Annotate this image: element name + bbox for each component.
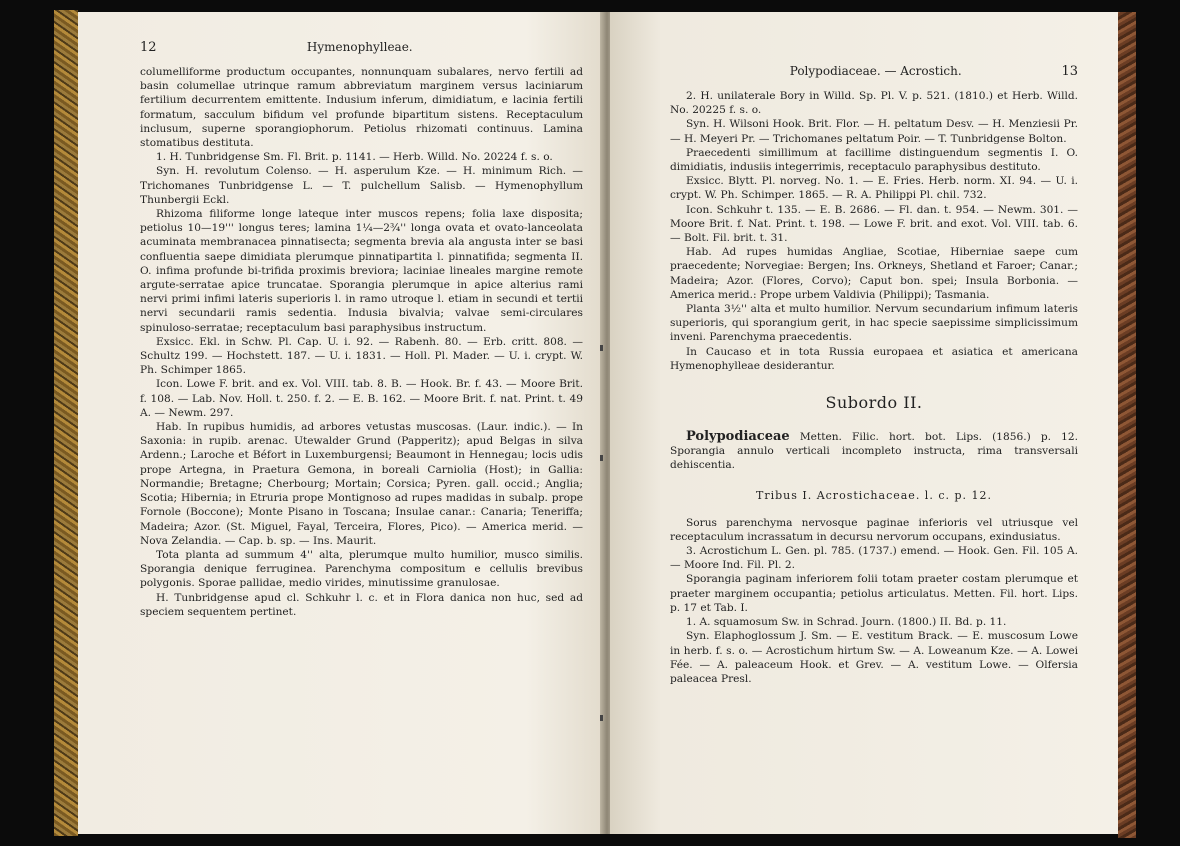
paragraph: Planta 3½'' alta et multo humilior. Nervum secundarium infimum lateris superioris, qui sporangium gerit, in hac specie saepissime simplicissimum inveni. Parenchyma praecedentis.	[670, 303, 1078, 344]
paragraph: Exsicc. Blytt. Pl. norveg. No. 1. — E. Fries. Herb. norm. XI. 94. — U. i. crypt. W. Ph. Schimper. 1865. — R. A. Philippi Pl. chil. 732.	[670, 175, 1078, 202]
species-heading: 1. A. squamosum Sw. in Schrad. Journ. (1800.) II. Bd. p. 11.	[686, 616, 1007, 629]
paragraph: Hab. Ad rupes humidas Angliae, Scotiae, Hiberniae saepe cum praecedente; Norvegiae: Bergen; Ins. Orkneys, Shetland et Faroer; Canar.; Madeira; Azor. (Flores, Corvo); Caput bon. spei; Insula Borbonia. — America merid.: Prope urbem Valdivia (Philippi); Tasmania.	[670, 246, 1078, 301]
book-cover-right	[1118, 12, 1136, 838]
paragraph: Rhizoma filiforme longe lateque inter muscos repens; folia laxe disposita; petiolus 10—19''' longus teres; lamina 1¼—2¾'' longa ovata et ovato-lanceolata acuminata membranacea pinnatisecta; segmenta brevia ala angusta inter se basi confluentia saepe dimidiata plerumque pinnatipartita l. pinnatifida; segmenta II. O. infima profunde bi-trifida proximis breviora; laciniae lineales margine remote argute-serratae apice truncatae. Sporangia plerumque in apice alterius rami nervi primi infimi lateris superioris l. in ramo utroque l. etiam in secundi et tertii nervi secundarii ramis sedentia. Indusia bivalvia; valvae semi-circulares spinuloso-serratae; receptaculum basi paraphysibus instructum.	[140, 208, 583, 334]
family-entry	[670, 430, 1078, 473]
left-page-text	[140, 65, 583, 619]
binding-pin	[600, 455, 603, 461]
paragraph: columelliforme productum occupantes, nonnunquam subalares, nervo fertili ad basin columellae utrinque ramum abbreviatum marginem versus laciniarum fertilium decurrentem emittente. Indusium inferum, dimidiatum, e lacinia fertili formatum, sacculum bifidum vel profunde bipartitum sistens. Receptaculum inclusum, superne sporangiophorum. Petiolus rhizomati continuus. Lamina stomatibus destituta.	[140, 66, 583, 150]
paragraph: Syn. H. Wilsoni Hook. Brit. Flor. — H. peltatum Desv. — H. Menziesii Pr. — H. Meyeri Pr. — Trichomanes peltatum Poir. — T. Tunbridgense Bolton.	[670, 118, 1078, 145]
paragraph: Hab. In rupibus humidis, ad arbores vetustas muscosas. (Laur. indic.). — In Saxonia: in rupib. arenac. Utewalder Grund (Papperitz); apud Belgas in silva Ardenn.; Laroche et Béfort in Luxemburgensi; Beaumont in Hennegau; locis udis prope Artegna, in Praetura Gemona, in boreali Carniolia (Host); in Gallia: Normandie; Bretagne; Cherbourg; Mortain; Corsica; Pyren. gall. occid.; Anglia; Scotia; Hibernia; in Etruria prope Montignoso ad rupes madidas in subalp. prope Fornole (Boccone); Monte Pisano in Toscana; Insulae canar.: Canaria; Teneriffa; Madeira; Azor. (St. Miguel, Fayal, Terceira, Flores, Pico). — America merid. — Nova Zelandia. — Cap. b. sp. — Ins. Maurit.	[140, 421, 583, 547]
paragraph: Exsicc. Ekl. in Schw. Pl. Cap. U. i. 92. — Rabenh. 80. — Erb. critt. 808. — Schultz 199. — Hochstett. 187. — U. i. 1831. — Holl. Pl. Mader. — U. i. crypt. W. Ph. Schimper 1865.	[140, 335, 583, 377]
tribus-heading: Tribus I. Acrostichaceae. l. c. p. 12.	[755, 488, 993, 502]
book-cover-left	[54, 10, 78, 836]
paragraph: Tota planta ad summum 4'' alta, plerumque multo humilior, musco similis. Sporangia denique ferruginea. Parenchyma compositum e cellulis brevibus polygonis. Sporae pallidae, medio virides, minutissime granulosae.	[140, 548, 583, 590]
species-heading: 2. H. unilaterale Bory in Willd. Sp. Pl. V. p. 521. (1810.) et Herb. Willd. No. 20225 f. s. o.	[670, 90, 1078, 117]
paragraph: H. Tunbridgense apud cl. Schkuhr l. c. et in Flora danica non huc, sed ad speciem sequentem pertinet.	[140, 591, 583, 618]
right-page-text	[670, 89, 1078, 373]
right-page-number: 13	[1061, 64, 1078, 79]
paragraph: Syn. Elaphoglossum J. Sm. — E. vestitum Brack. — E. muscosum Lowe in herb. f. s. o. — Acrostichum hirtum Sw. — A. Loweanum Kze. — A. Lowei Fée. — A. paleaceum Hook. et Grev. — A. vestitum Lowe. — Olfersia paleacea Presl.	[670, 630, 1078, 685]
left-page	[78, 12, 605, 834]
paragraph: Sorus parenchyma nervosque paginae inferioris vel utriusque vel receptaculum incrassatum in decursu nervorum occupans, exindusiatus.	[670, 516, 1078, 543]
paragraph: Sporangia paginam inferiorem folii totam praeter costam plerumque et praeter marginem occupantia; petiolus articulatus. Metten. Fil. hort. Lips. p. 17 et Tab. I.	[670, 573, 1078, 614]
right-page	[610, 12, 1118, 834]
paragraph: In Caucaso et in tota Russia europaea et asiatica et americana Hymenophylleae desiderantur.	[670, 345, 1078, 372]
species-heading: 1. H. Tunbridgense Sm. Fl. Brit. p. 1141. — Herb. Willd. No. 20224 f. s. o.	[156, 151, 553, 164]
genus-heading: 3. Acrostichum L. Gen. pl. 785. (1737.) emend. — Hook. Gen. Fil. 105 A. — Moore Ind. Fil. Pl. 2.	[670, 545, 1078, 572]
right-page-text-bottom	[670, 516, 1078, 686]
paragraph: Icon. Lowe F. brit. and ex. Vol. VIII. tab. 8. B. — Hook. Br. f. 43. — Moore Brit. f. 108. — Lab. Nov. Holl. t. 250. f. 2. — E. B. 162. — Moore Brit. f. nat. Print. t. 49 A. — Newm. 297.	[140, 378, 583, 419]
left-page-header	[140, 40, 583, 55]
family-name: Polypodiaceae	[686, 429, 790, 445]
subordo-heading: Subordo II.	[825, 393, 923, 413]
paragraph: Praecedenti simillimum at facillime distinguendum segmentis I. O. dimidiatis, indusiis integerrimis, receptaculo paraphysibus destituto.	[670, 146, 1078, 174]
binding-pin	[600, 715, 603, 721]
paragraph: Syn. H. revolutum Colenso. — H. asperulum Kze. — H. minimum Rich. — Trichomanes Tunbridgense L. — T. pulchellum Salisb. — Hymenophyllum Thunbergii Eckl.	[140, 165, 583, 206]
right-running-head: Polypodiaceae. — Acrostich.	[789, 64, 962, 78]
left-page-number: 12	[140, 40, 157, 55]
left-running-head: Hymenophylleae.	[306, 40, 413, 54]
binding-pin	[600, 345, 603, 351]
right-page-header	[670, 64, 1078, 79]
family-text: Metten. Filic. hort. bot. Lips. (1856.) p. 12. Sporangia annulo verticali incompleto instructa, rima transversali dehiscentia.	[670, 431, 1078, 472]
paragraph: Icon. Schkuhr t. 135. — E. B. 2686. — Fl. dan. t. 954. — Newm. 301. — Moore Brit. f. Nat. Print. t. 198. — Lowe F. brit. and exot. Vol. VIII. tab. 6. — Bolt. Fil. brit. t. 31.	[670, 203, 1078, 245]
